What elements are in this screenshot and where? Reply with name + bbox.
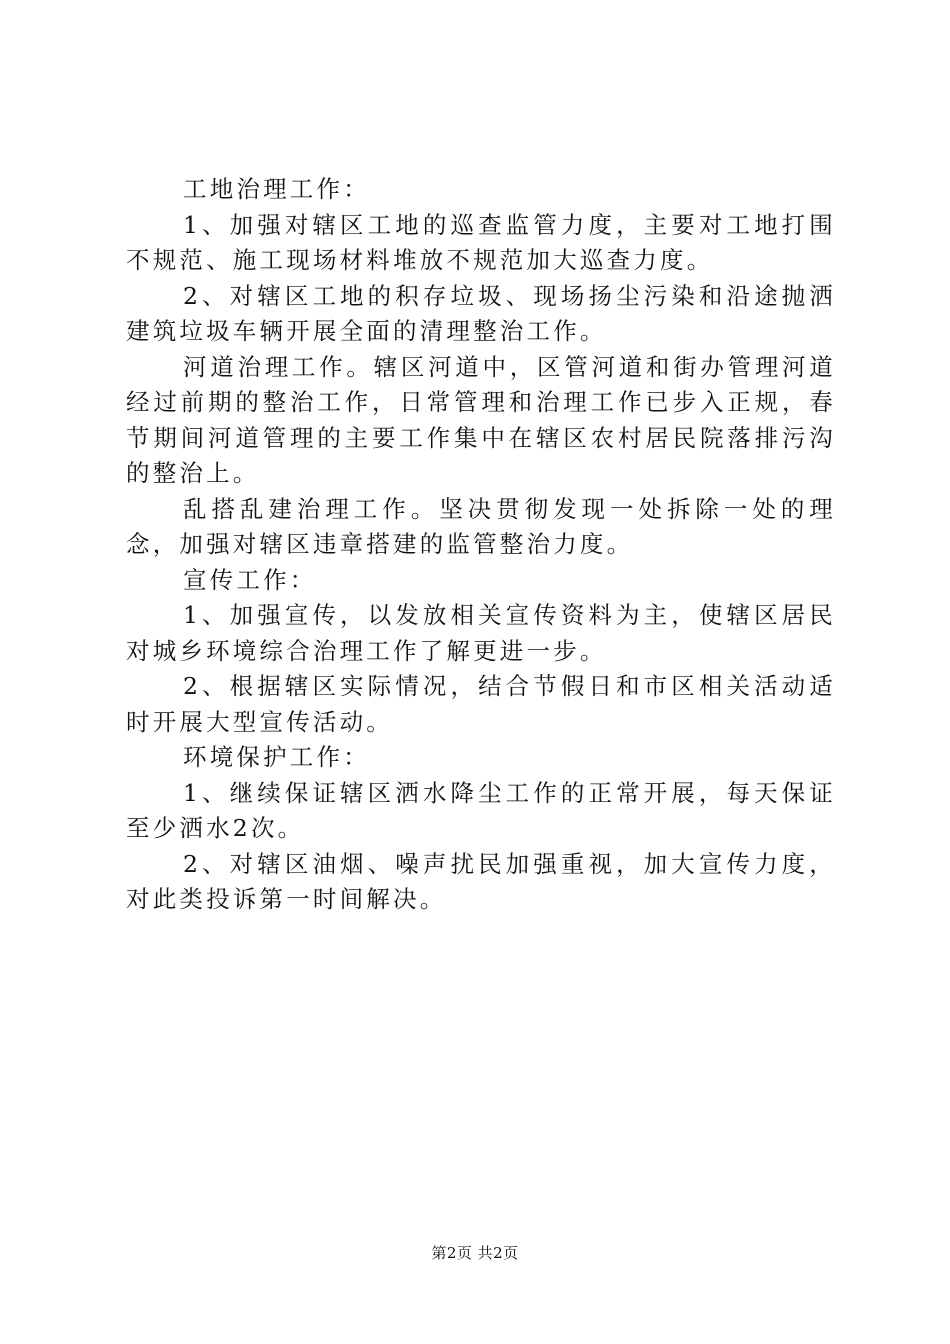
- paragraph-construction-item-1: 1、加强对辖区工地的巡查监管力度，主要对工地打围不规范、施工现场材料堆放不规范加大巡查力度。: [126, 210, 836, 274]
- paragraph-environment-item-1: 1、继续保证辖区洒水降尘工作的正常开展，每天保证至少洒水2次。: [126, 778, 836, 842]
- paragraph-river-governance: 河道治理工作。辖区河道中，区管河道和街办管理河道经过前期的整治工作，日常管理和治理工作已步入正规，春节期间河道管理的主要工作集中在辖区农村居民院落排污沟的整治上。: [126, 352, 836, 487]
- paragraph-illegal-construction: 乱搭乱建治理工作。坚决贯彻发现一处拆除一处的理念，加强对辖区违章搭建的监管整治力度。: [126, 494, 836, 558]
- paragraph-construction-item-2: 2、对辖区工地的积存垃圾、现场扬尘污染和沿途抛洒建筑垃圾车辆开展全面的清理整治工作。: [126, 281, 836, 345]
- section-heading-construction: 工地治理工作：: [183, 175, 370, 203]
- document-body: [126, 172, 836, 918]
- section-heading-environment: 环境保护工作：: [183, 743, 370, 771]
- section-heading-publicity: 宣传工作：: [183, 565, 317, 594]
- paragraph-publicity-item-1: 1、加强宣传，以发放相关宣传资料为主，使辖区居民对城乡环境综合治理工作了解更进一步。: [126, 601, 836, 665]
- page-number-footer: 第2页 共2页: [431, 1244, 519, 1262]
- paragraph-environment-item-2: 2、对辖区油烟、噪声扰民加强重视，加大宣传力度，对此类投诉第一时间解决。: [126, 849, 836, 913]
- paragraph-publicity-item-2: 2、根据辖区实际情况，结合节假日和市区相关活动适时开展大型宣传活动。: [126, 672, 836, 736]
